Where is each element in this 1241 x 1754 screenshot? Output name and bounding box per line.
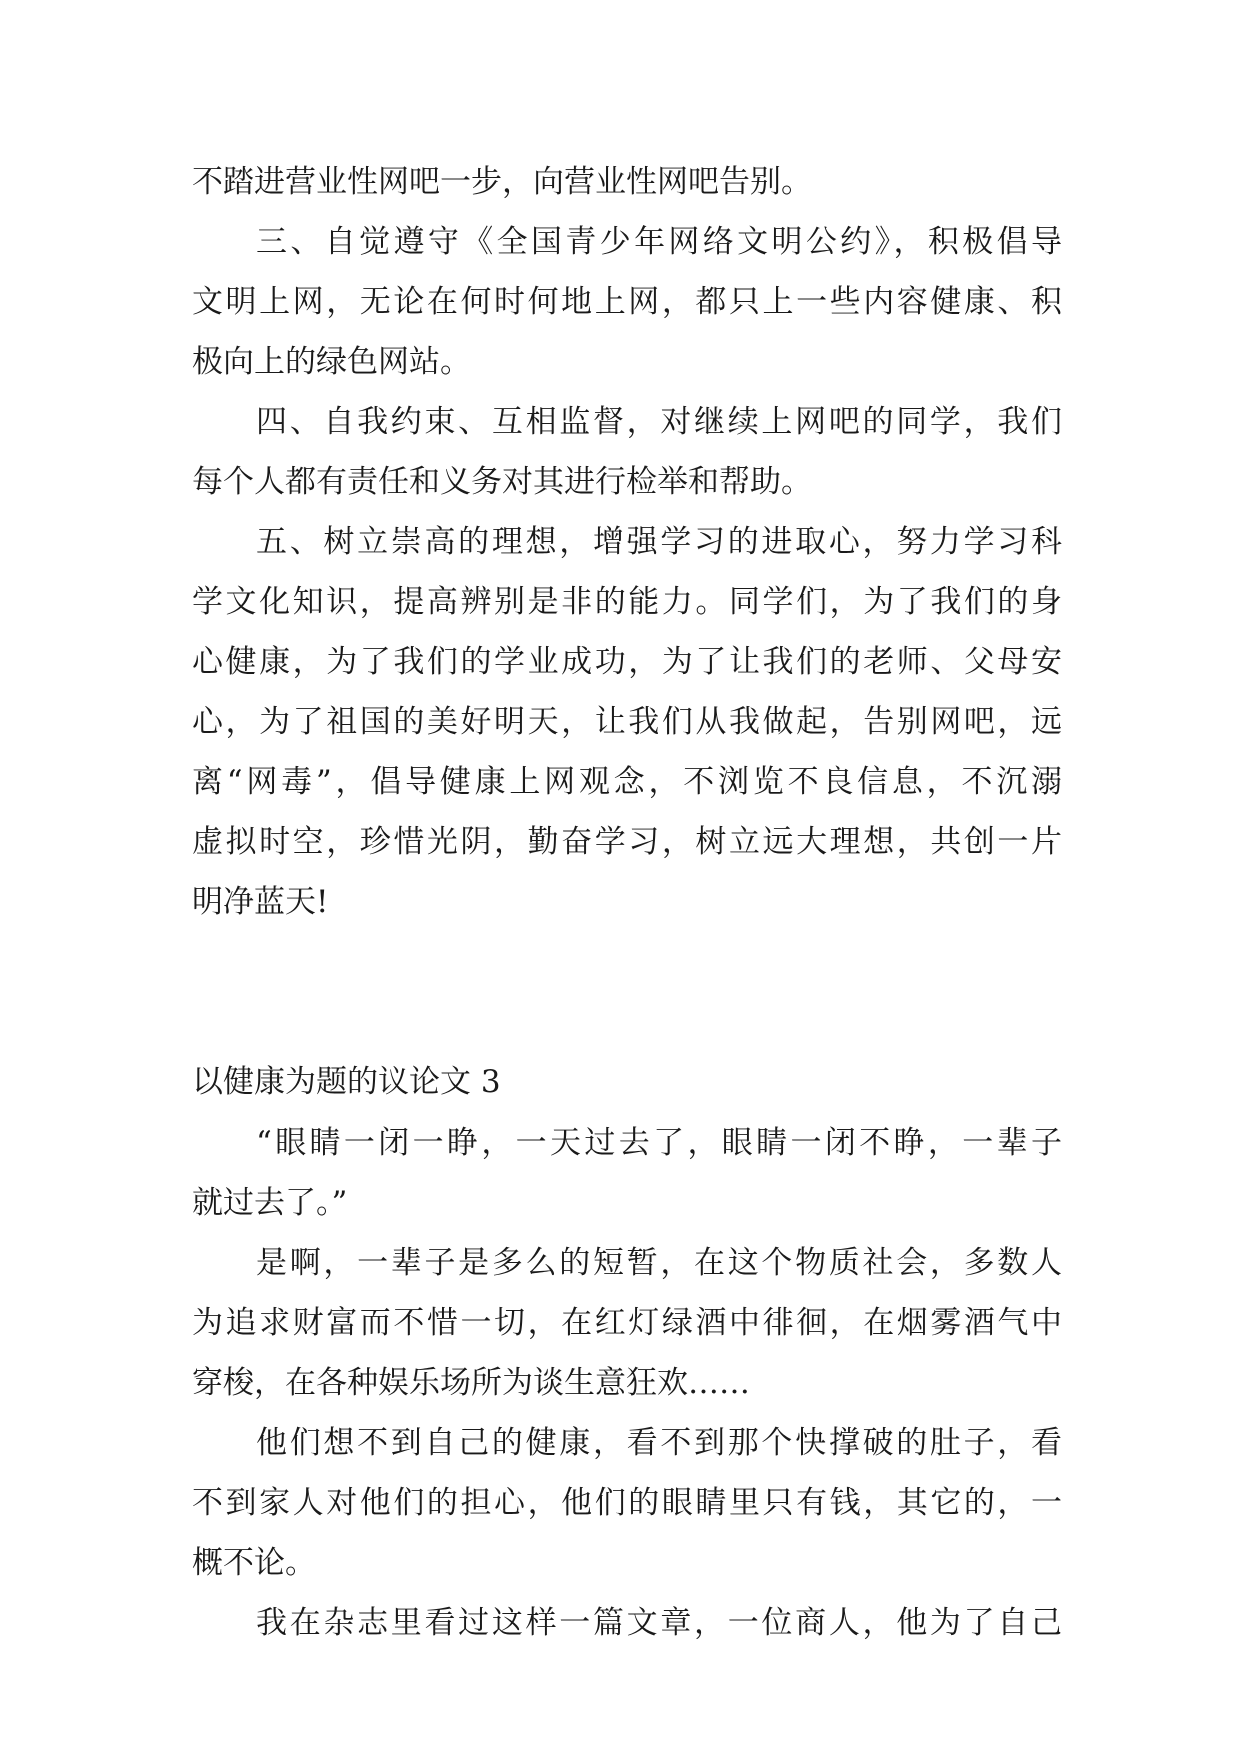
paragraph-start-line: 三、自觉遵守《全国青少年网络文明公约》，积极倡导 [256,224,1062,260]
text-line: 学文化知识，提高辨别是非的能力。同学们，为了我们的身 [192,584,1062,620]
text-line: 文明上网，无论在何时何地上网，都只上一些内容健康、积 [192,284,1062,320]
section-title: 以健康为题的议论文 3 [192,1064,501,1100]
text-line: 极向上的绿色网站。 [192,344,471,380]
section-spacer [192,932,1062,1052]
paragraph-start-line: 五、树立崇高的理想，增强学习的进取心，努力学习科 [256,524,1062,560]
text-line: 不到家人对他们的担心，他们的眼睛里只有钱，其它的，一 [192,1485,1062,1521]
paragraph-start-line: “眼睛一闭一睁，一天过去了，眼睛一闭不睁，一辈子 [256,1125,1062,1161]
paragraph-start-line: 他们想不到自己的健康，看不到那个快撑破的肚子，看 [256,1425,1062,1461]
text-line: 离“网毒”，倡导健康上网观念，不浏览不良信息，不沉溺 [192,764,1062,800]
paragraph-start-line: 四、自我约束、互相监督，对继续上网吧的同学，我们 [256,404,1062,440]
paragraph-start-line: 我在杂志里看过这样一篇文章，一位商人，他为了自己 [256,1605,1062,1641]
text-line: 每个人都有责任和义务对其进行检举和帮助。 [192,464,812,500]
text-line: 不踏进营业性网吧一步，向营业性网吧告别。 [192,164,812,200]
text-line: 明净蓝天! [192,884,329,920]
text-line: 穿梭，在各种娱乐场所为谈生意狂欢…… [192,1365,750,1401]
text-line: 就过去了。” [192,1185,348,1221]
paragraph-start-line: 是啊，一辈子是多么的短暂，在这个物质社会，多数人 [256,1245,1062,1281]
text-line: 为追求财富而不惜一切，在红灯绿酒中徘徊，在烟雾酒气中 [192,1305,1062,1341]
text-line: 心，为了祖国的美好明天，让我们从我做起，告别网吧，远 [192,704,1062,740]
text-line: 虚拟时空，珍惜光阴，勤奋学习，树立远大理想，共创一片 [192,824,1062,860]
document-body [192,152,1062,1653]
text-line: 概不论。 [192,1545,316,1581]
text-line: 心健康，为了我们的学业成功，为了让我们的老师、父母安 [192,644,1062,680]
